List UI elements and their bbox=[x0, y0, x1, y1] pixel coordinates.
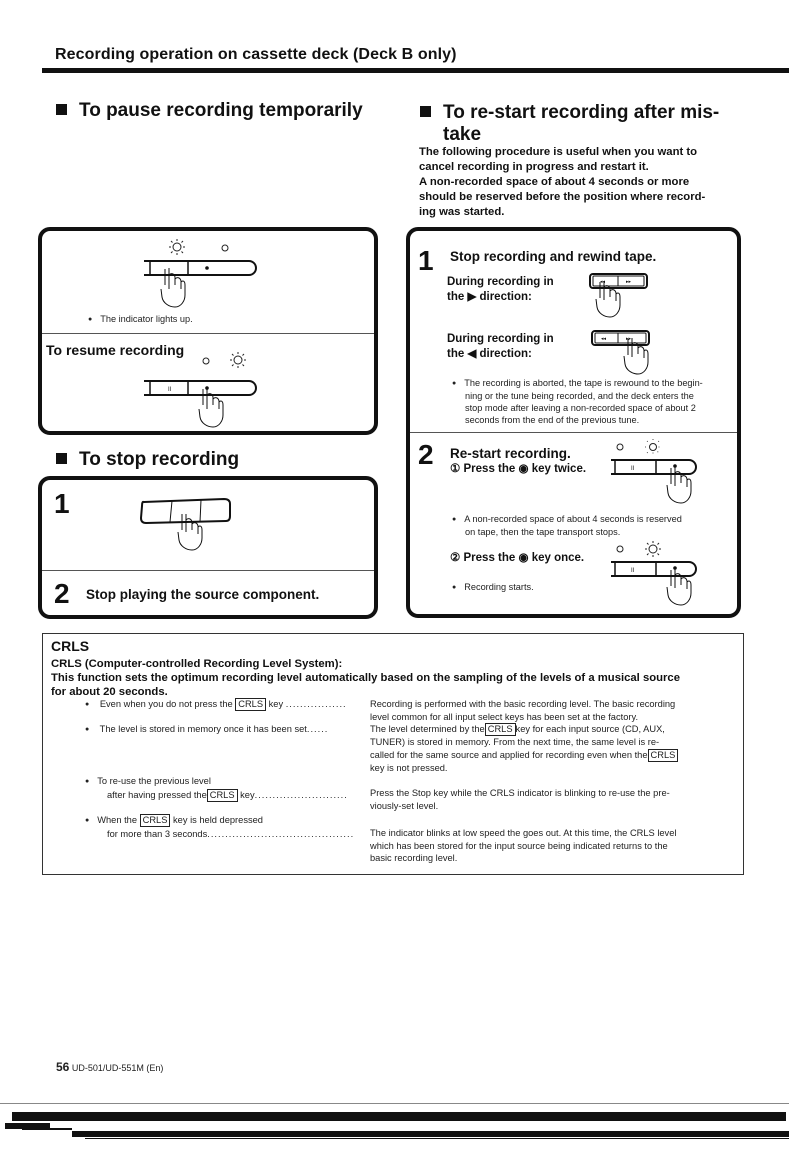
text: key bbox=[240, 789, 255, 800]
svg-text:▸▸: ▸▸ bbox=[626, 279, 632, 285]
square-bullet-icon bbox=[56, 104, 67, 115]
text: key bbox=[268, 699, 284, 709]
title-rule bbox=[42, 68, 789, 73]
note-line: ● A non-recorded space of about 4 seconds is reserved bbox=[452, 513, 747, 526]
text: The level determined by the bbox=[370, 724, 485, 734]
text: key is not pressed. bbox=[370, 762, 448, 773]
crls-row-4-left bbox=[85, 814, 354, 840]
blinking-indicator-icon bbox=[615, 439, 675, 457]
step-number: 2 bbox=[54, 578, 70, 609]
crls-row-2-left bbox=[85, 723, 328, 737]
note-line: on tape, then the tape transport stops. bbox=[465, 527, 621, 537]
scan-bar bbox=[22, 1128, 72, 1130]
text: level common for all input select keys has been set at the factory. bbox=[370, 711, 639, 722]
note-line: ning or the tune being recorded, and the deck enters the bbox=[465, 391, 694, 401]
stop-heading-text: To stop recording bbox=[79, 449, 240, 470]
svg-text:II: II bbox=[631, 466, 635, 472]
stop-key-icon[interactable] bbox=[138, 498, 268, 558]
text: Recording is performed with the basic recording level. The basic recording bbox=[370, 699, 676, 709]
leader-dots: ...... bbox=[306, 724, 329, 734]
restart-heading-line2: take bbox=[443, 124, 482, 145]
step1-title: Stop recording and rewind tape. bbox=[450, 249, 657, 264]
pause-indicator-lit-icon bbox=[169, 239, 279, 259]
stop-step2-text: Stop playing the source component. bbox=[86, 587, 320, 602]
note-line: ● The recording is aborted, the tape is rewound to the begin- bbox=[452, 377, 742, 390]
record-key-once-icon[interactable] bbox=[611, 562, 711, 614]
resume-indicators-icon bbox=[201, 352, 261, 372]
intro-line: ing was started. bbox=[419, 206, 505, 218]
resume-heading: To resume recording bbox=[46, 342, 185, 358]
text: Even when you do not press the bbox=[99, 699, 233, 709]
crls-row-1-right bbox=[370, 698, 742, 723]
svg-text:◂◂: ◂◂ bbox=[600, 279, 606, 285]
pause-box bbox=[38, 227, 378, 435]
text: TUNER) is stored in memory. From the next time, the same level is re- bbox=[370, 737, 660, 747]
divider bbox=[42, 570, 374, 571]
svg-text:II: II bbox=[168, 387, 172, 393]
text: viously-set level. bbox=[370, 800, 439, 811]
label-line: During recording in bbox=[447, 333, 554, 345]
intro-line: should be reserved before the position where record- bbox=[419, 191, 706, 203]
crls-desc-line1: This function sets the optimum recording level automatically based on the sampling of the levels of a musical source bbox=[51, 672, 681, 684]
rewind-key-icon[interactable] bbox=[590, 274, 650, 326]
reverse-direction-label bbox=[447, 332, 554, 362]
crls-desc-line2: for about 20 seconds. bbox=[51, 686, 168, 698]
stop-heading bbox=[56, 449, 239, 471]
leader-dots: .......................... bbox=[254, 789, 348, 800]
svg-text:▸▸: ▸▸ bbox=[626, 336, 632, 342]
text: basic recording level. bbox=[370, 853, 458, 863]
divider bbox=[410, 432, 737, 433]
svg-text:II: II bbox=[631, 568, 635, 574]
text: after having pressed the bbox=[107, 789, 207, 800]
crls-key-label: CRLS bbox=[207, 789, 238, 802]
crls-box bbox=[42, 633, 744, 875]
resume-record-key-icon[interactable] bbox=[144, 381, 264, 437]
text: which has been stored for the input source being indicated returns to the bbox=[370, 840, 668, 851]
step-number: 2 bbox=[418, 439, 434, 470]
restart-heading bbox=[420, 102, 719, 146]
leader-dots: ......................................... bbox=[207, 828, 355, 839]
step2-note2: ● Recording starts. bbox=[452, 581, 534, 594]
label-line: the ▶ direction: bbox=[447, 291, 532, 303]
text: key is held depressed bbox=[173, 815, 263, 825]
step2-title: Re-start recording. bbox=[450, 446, 571, 461]
intro-line: cancel recording in progress and restart it. bbox=[419, 161, 649, 173]
step2-note1 bbox=[452, 513, 747, 538]
model-number: UD-501/UD-551M (En) bbox=[71, 1063, 164, 1073]
pause-heading-text: To pause recording temporarily bbox=[79, 100, 363, 121]
pause-heading bbox=[56, 100, 363, 122]
text: key for each input source (CD, AUX, bbox=[515, 724, 665, 734]
crls-key-label: CRLS bbox=[140, 814, 171, 827]
record-key-twice-icon[interactable] bbox=[611, 460, 711, 512]
text: When the bbox=[97, 815, 138, 825]
page-title: Recording operation on cassette deck (Deck B only) bbox=[55, 46, 457, 63]
page-number: 56 bbox=[56, 1060, 70, 1074]
crls-key-label: CRLS bbox=[648, 749, 679, 762]
crls-row-3-right bbox=[370, 787, 742, 812]
crls-row-4-right bbox=[370, 827, 742, 865]
fastforward-key-icon[interactable] bbox=[592, 331, 652, 383]
crls-row-2-right bbox=[370, 723, 742, 774]
scan-bar bbox=[12, 1112, 786, 1121]
indicator-note: ● The indicator lights up. bbox=[88, 313, 193, 326]
note-line: seconds from the end of the previous tune. bbox=[465, 415, 640, 425]
label-line: During recording in bbox=[447, 276, 554, 288]
step-number: 1 bbox=[54, 488, 70, 519]
stop-box bbox=[38, 476, 378, 619]
text: The level is stored in memory once it has been set bbox=[99, 724, 307, 734]
text: Press the Stop key while the CRLS indicator is blinking to re-use the pre- bbox=[370, 788, 670, 798]
step1-note bbox=[452, 377, 742, 426]
scan-bar bbox=[85, 1138, 789, 1139]
divider bbox=[42, 333, 374, 334]
restart-intro bbox=[419, 145, 739, 220]
crls-key-label: CRLS bbox=[485, 723, 516, 736]
intro-line: A non-recorded space of about 4 seconds or more bbox=[419, 176, 690, 188]
crls-row-1-left bbox=[85, 698, 347, 712]
text: for more than 3 seconds bbox=[107, 828, 208, 839]
step2-sub2: ② Press the ◉ key once. bbox=[450, 552, 585, 564]
restart-heading-line1: To re-start recording after mis- bbox=[443, 102, 720, 123]
square-bullet-icon bbox=[56, 453, 67, 464]
intro-line: The following procedure is useful when you want to bbox=[419, 146, 698, 158]
step-number: 1 bbox=[418, 245, 434, 276]
crls-key-label: CRLS bbox=[235, 698, 266, 711]
forward-direction-label bbox=[447, 275, 554, 305]
step2-sub1: ① Press the ◉ key twice. bbox=[450, 463, 587, 475]
crls-row-3-left bbox=[85, 775, 348, 802]
crls-title: CRLS bbox=[51, 638, 90, 654]
pause-record-keys-icon[interactable] bbox=[144, 261, 264, 321]
scan-line bbox=[0, 1103, 789, 1104]
leader-dots: ................. bbox=[285, 699, 347, 709]
lit-indicator-icon bbox=[615, 541, 675, 559]
text: ● To re-use the previous level bbox=[85, 775, 348, 789]
text: called for the same source and applied for recording even when the bbox=[370, 749, 648, 760]
svg-text:◂◂: ◂◂ bbox=[601, 336, 607, 342]
note-line: stop mode after leaving a non-recorded space of about 2 bbox=[465, 403, 696, 413]
text: The indicator blinks at low speed the goes out. At this time, the CRLS level bbox=[370, 828, 677, 838]
restart-box bbox=[406, 227, 741, 618]
square-bullet-icon bbox=[420, 106, 431, 117]
page-footer bbox=[56, 1060, 163, 1074]
crls-subtitle: CRLS (Computer-controlled Recording Level System): bbox=[51, 658, 343, 670]
scan-bar bbox=[72, 1131, 789, 1137]
label-line: the ◀ direction: bbox=[447, 348, 532, 360]
